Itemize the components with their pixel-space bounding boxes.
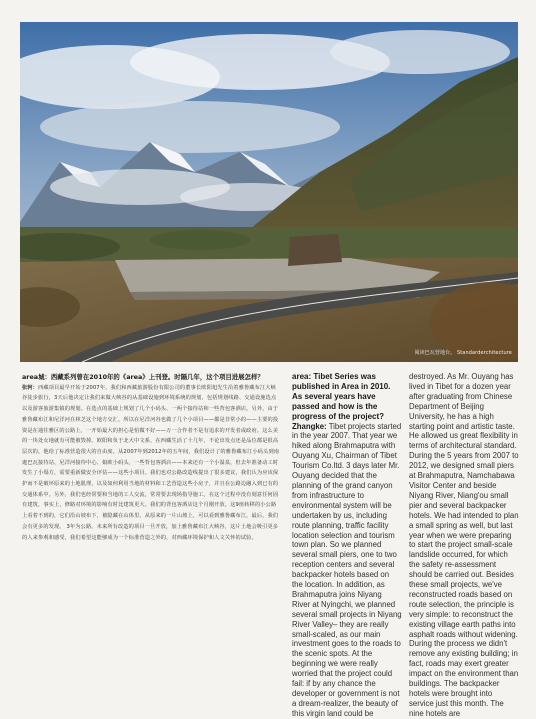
english-answer-body: Tibet projects started in the year 2007. That year we hiked along Brahmaputra with Ouyang Xu, Chairman of Tibet Tourism Co.ltd. 3 days later Mr. Ouyang decided that the planning of the grand canyon from infrastructure to environmental system will be undertaken by us, including route planning, traffic facility location selection and tourism town plan. So we planned several small piers, one to two reception centers and several backpacker hotels based on the location. In addition, as Brahmaputra joins Niyang River at Nyingchi, we planned several small projects in Niyang River Valley– they are really small-scaled, as our main investment goes to the roads to the scenic spots. At the beginning we were really worried that the project could fail: if by any chance the developer or government is not a dream-realizer, the beauty of this virgin land could be: [292, 421, 402, 718]
english-answer: [292, 422, 402, 719]
chinese-answer: [22, 383, 280, 544]
photo-caption: 阅读巴瓦营地台。 Standarderchitecture: [414, 350, 512, 356]
english-column-left: [292, 372, 402, 719]
english-answer-lead: Zhangke:: [292, 421, 327, 431]
chinese-column: [22, 372, 280, 543]
chinese-answer-lead: 张轲：: [22, 384, 39, 391]
mountain-road-illustration: [20, 22, 518, 362]
english-question: area: Tibet Series was published in Area in 2010. As several years have passed and how is the progress of the project?: [292, 372, 391, 421]
english-column-right: [409, 372, 519, 719]
chinese-answer-body: 西藏项目最早开始于2007年。我们和西藏旅游股份有限公司的董事长欧阳旭先生沿着雅鲁藏布江大峡谷徒步旅行，3天后他决定让我们来做大峡谷的从基础设施到环境系统的规划，包括规划线路、交通设施选点以及游客旅游集镇的规划。在选点的基础上规划了几个小码头、一两个接待站和一些背包客酒店。另外，由于雅鲁藏布江和尼洋河在林芝这个地方交汇，所以在尼洋河谷也做了几个小项目——都是非常小的——主要的投资是在通往雅区的公路上，一开始最大的担心是怕做不好——万一合作者不是有追求的开发者或政府。这么美的一块处女地就有可能被毁掉。欧阳和负于北大中文系，在西藏生活了十几年，不论出发点还是品位都是很高层次的。他给了标准营造很大的自由度。从2007年到2012年的五年间，我们设计了的雅鲁藏布江小码头到南迦巴瓦接待站、尼洋河接待中心、娘欧小码头，一些背包客酒店——本来还有一个小温泉，但去年准备动工时发生了小塌方，需要重新做安全评估——这些小项目。我们也对公路改造线提出了很多建议，我们认为应该保护而不是破坏原来的土地肌理，以及如何利用当地的材料和工艺营造这些小房子，并且在公路边融入到已有的交通体系中。另外，我们也经常要和当地的工人交流，常常要去现场指导施工。在这个过程中没有刻意任何固有建筑，事实上，修路对环境的影响有时比建筑更大。我们的背包客酒店这个月刚开放。这9座转移的小公路上看着不到的，它们沿山坡布下，被隐藏在山体里。从原来的一片山坡上，可以看到雅鲁藏布江，最后，我们会有更多的发现。: [22, 384, 280, 530]
chinese-question: area城：西藏系列曾在2010年的《area》上刊登。时隔几年，这个项目进展怎样？: [22, 373, 264, 381]
chinese-answer-tail: 3年为公路。未来所有改造的项目一旦开放，加上雅鲁藏布江大峡谷，这片土地会吸引更多的人来参观和感受，我们希望这能够成为一个标准营造之外的，对西藏环境保护和人文关怀的试验。: [22, 523, 279, 541]
landscape-photo: [20, 22, 518, 362]
english-answer-continued: destroyed. As Mr. Ouyang has lived in Tibet for a dozen year after graduating from Chinese Department of Beijing University, he has a high starting point and artistic taste. He allowed us great flexibility in terms of architectural standard. During the 5 years from 2007 to 2012, we designed small piers at Brahmaputra, Namchabawa Visitor Center and beside Niyang River, Niang'ou small pier and several backpacker hotels. We had intended to plan a small spring as well, but last year when we were preparing to start the project small-scale landslide occurred, for which the safety re-assessment should be carried out. Besides these small projects, we've reconstructed roads based on route selection, the principle is very simple: to reconstruct the existing village earth paths into asphalt roads without widening. During the process we didn't remove any existing building; in fact, roads may exert greater impact on the environment than buildings. The backpacker hotels were brought into service just this month. The nine hotels are: [409, 372, 519, 718]
